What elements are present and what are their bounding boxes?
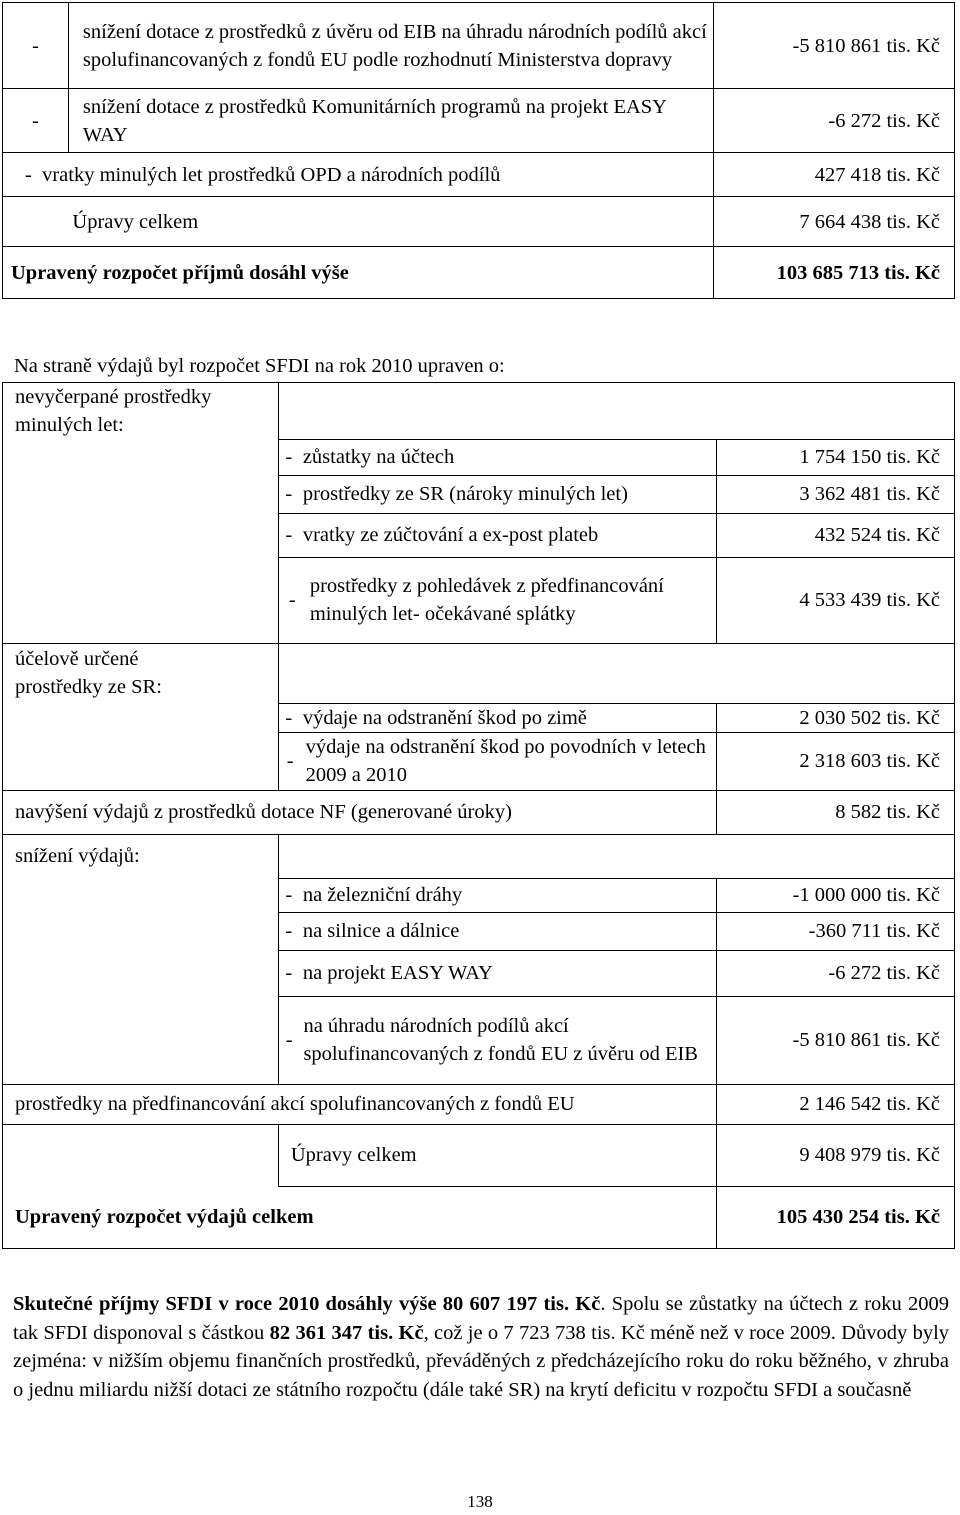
row-value: 2 318 603 tis. Kč — [717, 732, 955, 790]
final-value: 105 430 254 tis. Kč — [717, 1186, 955, 1248]
summary-paragraph — [13, 1290, 949, 1404]
table-row — [3, 439, 955, 475]
row-value: -360 711 tis. Kč — [717, 912, 955, 950]
row-value: 432 524 tis. Kč — [717, 513, 955, 557]
row-value: -1 000 000 tis. Kč — [717, 878, 955, 912]
row-dash: - — [285, 920, 293, 942]
group-header-row — [3, 383, 955, 440]
row-dash: - — [25, 163, 32, 186]
expenditure-adjustments-table — [2, 382, 955, 1249]
row-dash: - — [285, 706, 293, 729]
total-label: Úpravy celkem — [278, 1124, 716, 1186]
final-row — [3, 247, 955, 299]
row-value: 4 533 439 tis. Kč — [717, 557, 955, 643]
row-value: -6 272 tis. Kč — [717, 950, 955, 996]
table-row — [3, 153, 955, 197]
total-value: 7 664 438 tis. Kč — [714, 197, 955, 247]
row-dash: - — [285, 1029, 293, 1051]
table-row — [3, 878, 955, 912]
nf-value: 8 582 tis. Kč — [717, 790, 955, 834]
row-text-with-dash — [3, 153, 714, 197]
row-dash: - — [3, 3, 69, 89]
row-text-with-dash — [278, 439, 716, 475]
final-row — [3, 1186, 955, 1248]
nf-label: navýšení výdajů z prostředků dotace NF (generované úroky) — [3, 790, 717, 834]
table-row — [3, 513, 955, 557]
table-row — [3, 912, 955, 950]
group-label: snížení výdajů: — [3, 834, 279, 878]
table-row — [3, 475, 955, 513]
row-text: snížení dotace z prostředků z úvěru od EIB na úhradu národních podílů akcí spolufinancovaných z fondů EU podle rozhodnutí Ministerstva dopravy — [68, 3, 713, 89]
row-dash: - — [286, 750, 294, 772]
actual-income: Skutečné příjmy SFDI v roce 2010 dosáhly výše 80 607 197 tis. Kč — [13, 1293, 601, 1315]
row-value: 427 418 tis. Kč — [714, 153, 955, 197]
table-row — [3, 1084, 955, 1124]
table-row — [3, 950, 955, 996]
row-dash: - — [285, 884, 293, 906]
prefin-label: prostředky na předfinancování akcí spolufinancovaných z fondů EU — [3, 1084, 717, 1124]
row-text: na úhradu národních podílů akcí spolufinancovaných z fondů EU z úvěru od EIB — [303, 1015, 698, 1065]
group-label: účelově určené prostředky ze SR: — [3, 643, 279, 703]
row-text: zůstatky na účtech — [302, 446, 455, 468]
final-value: 103 685 713 tis. Kč — [714, 247, 955, 299]
row-value: 1 754 150 tis. Kč — [717, 439, 955, 475]
total-row — [3, 1124, 955, 1186]
table-row — [3, 732, 955, 790]
row-dash: - — [285, 483, 293, 505]
row-dash: - — [285, 446, 293, 468]
table-row — [3, 790, 955, 834]
row-text: snížení dotace z prostředků Komunitárních programů na projekt EASY WAY — [68, 89, 713, 153]
row-text: výdaje na odstranění škod po povodních v letech 2009 a 2010 — [305, 736, 706, 786]
final-label: Upravený rozpočet výdajů celkem — [3, 1186, 717, 1248]
total-label: Úpravy celkem — [68, 197, 713, 247]
total-row — [3, 197, 955, 247]
row-text: vratky minulých let prostředků OPD a národních podílů — [42, 163, 501, 186]
paragraph-text-1: . Spolu se zůstatky na účtech z roku 2009 tak SFDI disponoval s částkou — [13, 1293, 949, 1344]
row-value: -6 272 tis. Kč — [714, 89, 955, 153]
row-text: vratky ze zúčtování a ex-post plateb — [302, 524, 599, 546]
row-text: prostředky ze SR (nároky minulých let) — [302, 483, 628, 505]
expenditure-heading: Na straně výdajů byl rozpočet SFDI na rok 2010 upraven o: — [14, 355, 505, 377]
available-amount: 82 361 347 tis. Kč — [269, 1321, 424, 1344]
prefin-value: 2 146 542 tis. Kč — [717, 1084, 955, 1124]
row-value: -5 810 861 tis. Kč — [714, 3, 955, 89]
group-label: nevyčerpané prostředky minulých let: — [3, 383, 279, 440]
row-text: na projekt EASY WAY — [302, 962, 493, 984]
row-text: na silnice a dálnice — [302, 920, 460, 942]
row-value: 2 030 502 tis. Kč — [717, 703, 955, 732]
row-text: na železniční dráhy — [302, 884, 463, 906]
income-adjustments-table — [2, 2, 955, 299]
row-value: -5 810 861 tis. Kč — [717, 996, 955, 1084]
group-header-row — [3, 643, 955, 703]
paragraph-text-2: , což je o 7 723 738 tis. Kč méně než v roce 2009. Důvody byly zejména: v nižším objemu finančních prostředků, převáděných z předcházejícího roku do roku běžného, v zhruba o jednu miliardu nižší dotaci ze státního rozpočtu (dále také SR) na krytí deficitu v rozpočtu SFDI a současně — [13, 1321, 950, 1401]
row-dash: - — [3, 89, 69, 153]
page-number: 138 — [467, 1492, 493, 1511]
table-row — [3, 3, 955, 89]
row-dash: - — [285, 524, 293, 546]
table-row — [3, 703, 955, 732]
row-text: prostředky z pohledávek z předfinancování minulých let- očekávané splátky — [309, 575, 664, 625]
total-value: 9 408 979 tis. Kč — [717, 1124, 955, 1186]
group-header-row — [3, 834, 955, 878]
table-row — [3, 89, 955, 153]
row-value: 3 362 481 tis. Kč — [717, 475, 955, 513]
table-row — [3, 996, 955, 1084]
row-dash: - — [288, 589, 296, 611]
final-label: Upravený rozpočet příjmů dosáhl výše — [3, 247, 714, 299]
row-dash: - — [285, 962, 293, 984]
table-row — [3, 557, 955, 643]
row-text: výdaje na odstranění škod po zimě — [302, 706, 587, 729]
